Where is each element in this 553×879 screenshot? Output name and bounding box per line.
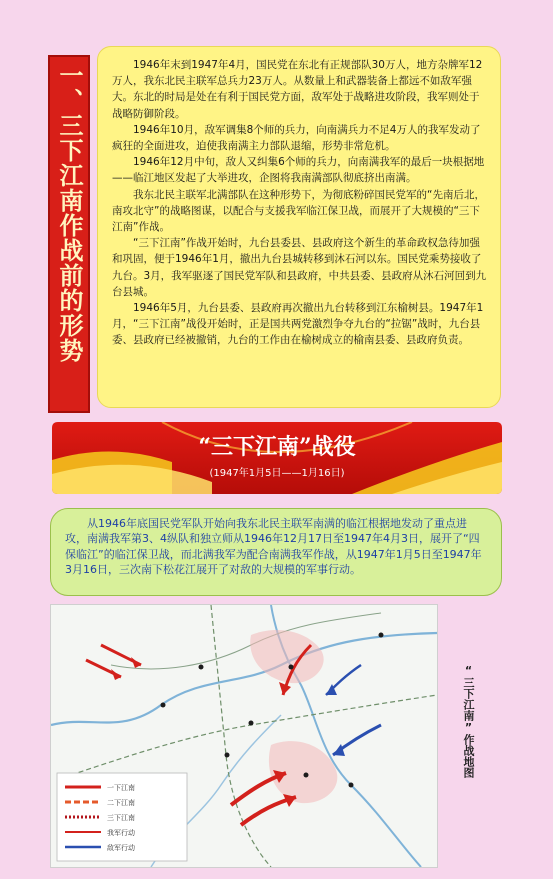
legend-label: 敌军行动 <box>107 844 135 852</box>
intro-paragraph: 1946年5月，九台县委、县政府再次撤出九台转移到江东榆树县。1947年1月，“三下江南”战役开始时，正是国共两党激烈争夺九台的“拉锯”战时，九台县委、县政府已经被撤销，九台的工作由在榆树成立的榆南县委、县政府负责。 <box>112 302 484 347</box>
campaign-map <box>50 604 438 868</box>
map-graphic <box>51 605 437 867</box>
intro-paragraph: 我东北民主联军北满部队在这种形势下，为彻底粉碎国民党军的“先南后北，南攻北守”的战略图谋，以配合与支援我军临江保卫战，而展开了大规模的“三下江南”作战。 <box>112 188 485 234</box>
intro-text-box <box>97 46 501 408</box>
intro-paragraph: 1946年12月中旬，敌人又纠集6个师的兵力，向南满我军的最后一块根据地——临江地区发起了大举进攻，企图将我南满部队彻底挤出南满。 <box>112 156 485 185</box>
legend-label: 一下江南 <box>107 784 135 792</box>
section-title: 一、三下江南作战前的形势 <box>55 63 83 363</box>
campaign-banner <box>52 422 502 494</box>
summary-paragraph: 从1946年底国民党军队开始向我东北民主联军南满的临江根据地发动了重点进攻，南满我军第3、4纵队和独立师从1946年12月17日至1947年4月3日，展开了“四保临江”的临江保卫战，而北满我军为配合南满我军作战，从1947年1月5日至1947年3月16日，三次南下松花江展开了对敌的大规模的军事行动。 <box>65 517 482 577</box>
map-legend <box>57 773 187 861</box>
section-title-bar <box>48 55 90 413</box>
intro-paragraph: 1946年末到1947年4月，国民党在东北有正规部队30万人，地方杂牌军12万人，我东北民主联军总兵力23万人。从数量上和武器装备上都远不如敌军强大。东北的时局是处在有利于国民党方面，敌军处于战略进攻阶段，我军则处于战略防御阶段。 <box>112 59 483 120</box>
legend-label: 我军行动 <box>107 829 135 837</box>
intro-paragraph: 1946年10月，敌军调集8个师的兵力，向南满兵力不足4万人的我军发动了疯狂的全面进攻，迫使我南满主力部队退缩，形势非常危机。 <box>112 123 481 153</box>
intro-paragraph: “三下江南”作战开始时，九台县委县、县政府这个新生的革命政权急待加强和巩固，便于1946年1月，撤出九台县城转移到沐石河以东。国民党乘势接收了九台。3月，我军驱逐了国民党军队和县政府，中共县委、县政府从沐石河回到九台县城。 <box>112 237 487 298</box>
banner-subtitle: (1947年1月5日——1月16日) <box>209 468 345 479</box>
map-caption: “三下江南”作战地图 <box>462 664 475 778</box>
legend-label: 三下江南 <box>107 814 135 822</box>
banner-title: “三下江南”战役 <box>198 434 356 460</box>
legend-label: 二下江南 <box>107 799 135 807</box>
summary-text-box <box>50 508 502 596</box>
